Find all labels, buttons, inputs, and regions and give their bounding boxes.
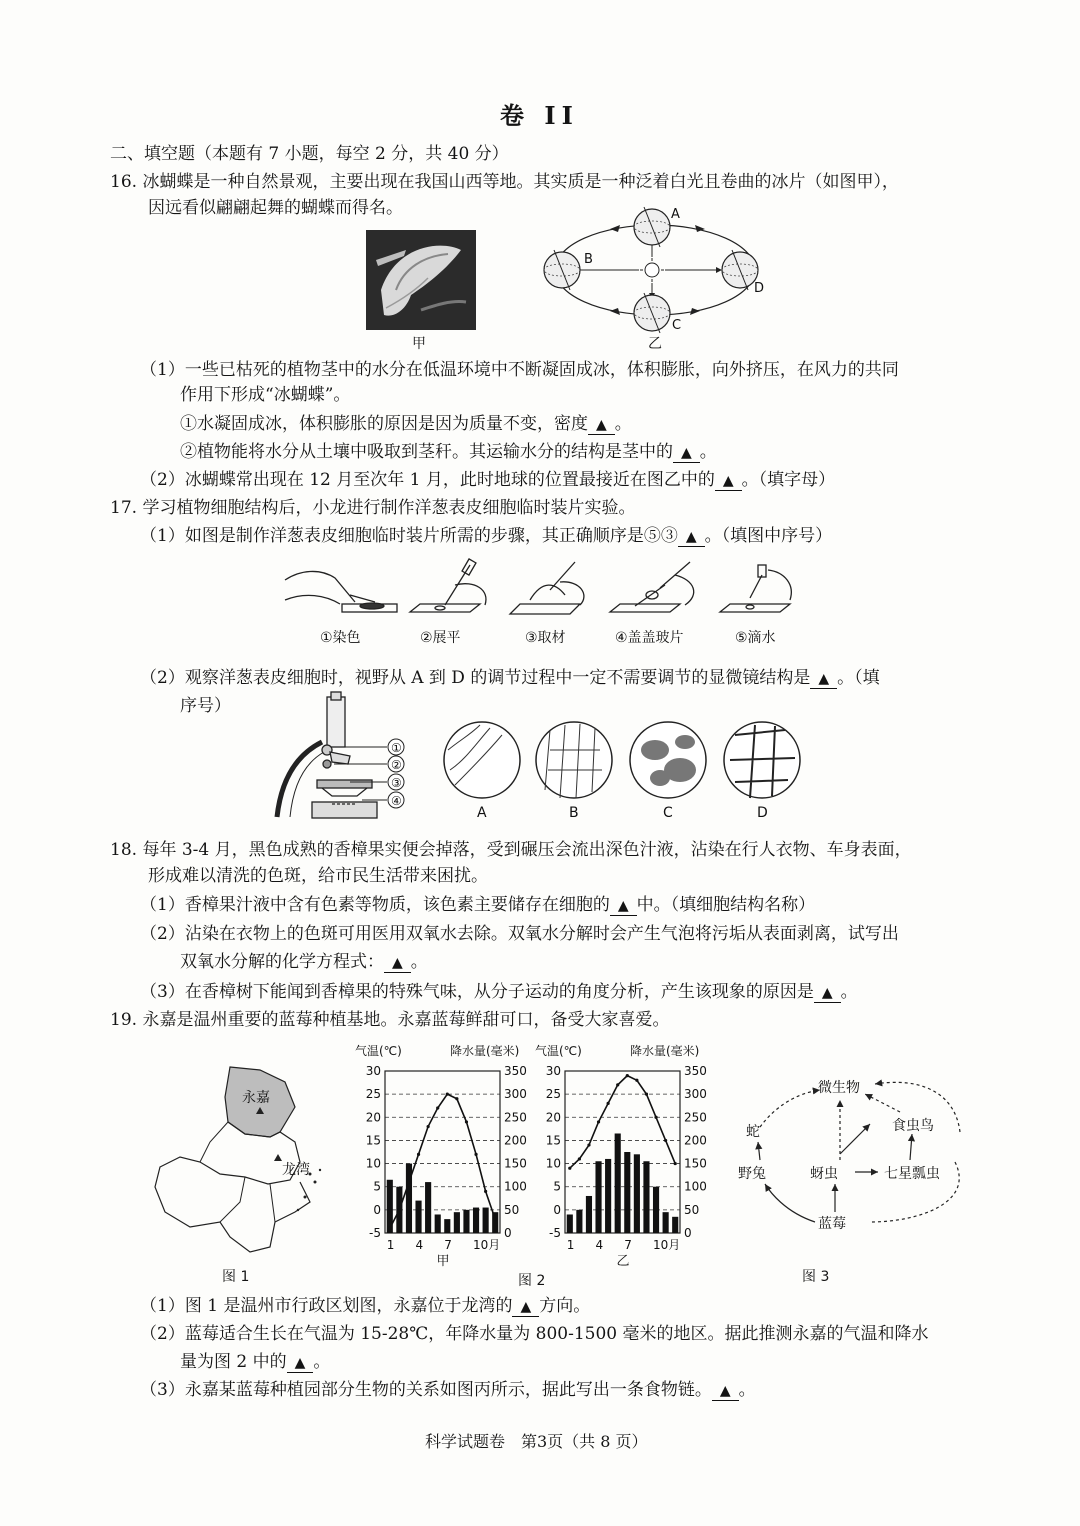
temperature-point	[484, 1190, 487, 1193]
temperature-point	[635, 1079, 638, 1082]
q19-p1-tail: 方向。	[539, 1296, 591, 1316]
answer-blank[interactable]: ▲	[673, 444, 700, 463]
answer-blank[interactable]: ▲	[810, 670, 837, 689]
temperature-point	[597, 1120, 600, 1123]
scope-label-4: ④	[391, 794, 402, 808]
chart-right-tick: 200	[684, 1133, 707, 1148]
q17-p2b: 序号）	[180, 696, 231, 716]
answer-blank[interactable]: ▲	[384, 954, 411, 973]
chart-ylabel-right: 降水量(毫米)	[450, 1044, 520, 1058]
q19-line1: 19. 永嘉是温州重要的蓝莓种植基地。永嘉蓝莓鲜甜可口，备受大家喜爱。	[110, 1010, 670, 1030]
temperature-point	[645, 1093, 648, 1096]
precip-bar	[415, 1201, 421, 1233]
step-label-1: ①染色	[320, 630, 361, 646]
chart-left-tick: 10	[545, 1156, 561, 1171]
temperature-line	[390, 1094, 495, 1228]
q16-line1: 16. 冰蝴蝶是一种自然景观，主要出现在我国山西等地。其实质是一种泛着白光且卷曲的冰片（如图甲），	[110, 172, 899, 192]
chart-right-tick: 150	[684, 1156, 707, 1171]
precip-bar	[586, 1196, 592, 1233]
chart-left-tick: 0	[553, 1202, 561, 1217]
web-node-rabbit: 野兔	[738, 1166, 766, 1182]
chart-right-tick: 350	[504, 1064, 527, 1078]
fig1-caption: 图 1	[222, 1269, 250, 1285]
q16-p1d	[180, 440, 717, 464]
chart-x-tick: 4	[415, 1238, 424, 1252]
q16-p1c-tail: 。	[614, 414, 632, 434]
q17-p1-tail: 。（填图中序号）	[704, 526, 833, 546]
temperature-point	[474, 1153, 477, 1156]
paper-title: 卷 II	[500, 101, 579, 130]
page-footer: 科学试题卷 第3页（共 8 页）	[425, 1432, 648, 1451]
q16-p1d-text: ②植物能将水分从土壤中吸取到茎秆。其运输水分的结构是茎中的	[180, 442, 673, 462]
precip-bar	[605, 1159, 611, 1233]
precip-bar	[567, 1214, 573, 1233]
answer-blank[interactable]: ▲	[712, 1382, 739, 1401]
ice-butterfly-photo	[366, 230, 476, 330]
q17-p2	[140, 666, 880, 690]
step-label-2: ②展平	[420, 630, 461, 646]
chart-left-tick: 5	[553, 1179, 561, 1194]
chart-x-tick: 7	[624, 1238, 632, 1252]
chart-x-tick: 10月	[473, 1238, 501, 1252]
q19-p3	[140, 1378, 756, 1402]
slide-steps-figure	[280, 560, 810, 650]
web-node-snake: 蛇	[746, 1124, 760, 1140]
q18-p2b-tail: 。	[410, 952, 428, 972]
q16-p2	[140, 468, 835, 492]
answer-blank[interactable]: ▲	[715, 472, 742, 491]
chart-x-tick: 4	[595, 1238, 604, 1252]
precip-bar	[643, 1161, 649, 1233]
temperature-point	[626, 1074, 629, 1077]
chart-x-tick: 10月	[653, 1238, 681, 1252]
q16-p1b: 作用下形成“冰蝴蝶”。	[180, 385, 351, 405]
q19-p1	[140, 1294, 590, 1318]
temperature-point	[446, 1093, 449, 1096]
chart-left-tick: 25	[365, 1087, 381, 1102]
q19-p1-text: （1）图 1 是温州市行政区划图，永嘉位于龙湾的	[140, 1296, 513, 1316]
chart-left-tick: 10	[365, 1156, 381, 1171]
temperature-point	[587, 1143, 590, 1146]
q16-p1c-text: ①水凝固成冰，体积膨胀的原因是因为质量不变，密度	[180, 414, 588, 434]
temperature-point	[455, 1097, 458, 1100]
precip-bar	[663, 1212, 669, 1233]
map-label-longwan: 龙湾	[282, 1162, 310, 1178]
answer-blank[interactable]: ▲	[610, 897, 637, 916]
view-label-d: D	[757, 805, 768, 821]
chart-left-tick: 15	[545, 1133, 561, 1148]
q18-p3-text: （3）在香樟树下能闻到香樟果的特殊气味，从分子运动的角度分析，产生该现象的原因是	[140, 982, 814, 1002]
q18-line1: 18. 每年 3-4 月，黑色成熟的香樟果实便会掉落，受到碾压会流出深色汁液，沾染在行人衣物、车身表面，	[110, 840, 912, 860]
chart-x-tick: 1	[566, 1238, 575, 1252]
temperature-line	[570, 1076, 675, 1169]
chart-title: 乙	[616, 1254, 630, 1269]
orbit-label-b: B	[584, 252, 593, 267]
temperature-point	[568, 1167, 571, 1170]
chart-right-tick: 250	[504, 1110, 527, 1125]
q16-p2-text: （2）冰蝴蝶常出现在 12 月至次年 1 月，此时地球的位置最接近在图乙中的	[140, 470, 715, 490]
precip-bar	[576, 1210, 582, 1233]
temperature-point	[654, 1116, 657, 1119]
q18-p3	[140, 980, 858, 1004]
chart-left-tick: 30	[545, 1064, 561, 1078]
temperature-point	[578, 1157, 581, 1160]
chart-left-tick: -5	[549, 1226, 561, 1240]
precip-bar	[425, 1182, 431, 1233]
chart-left-tick: 15	[365, 1133, 381, 1148]
orbit-label-c: C	[672, 318, 682, 333]
q16-p2-tail: 。（填字母）	[741, 470, 836, 490]
chart-x-tick: 1	[386, 1238, 395, 1252]
view-label-a: A	[477, 805, 487, 821]
microscope-views	[440, 720, 800, 820]
q17-p2-tail: 。（填	[837, 668, 880, 688]
wenzhou-map	[150, 1062, 330, 1262]
q17-p2-text: （2）观察洋葱表皮细胞时，视野从 A 到 D 的调节过程中一定不需要调节的显微镜结构是	[140, 668, 811, 688]
q17-p1-text: （1）如图是制作洋葱表皮细胞临时装片所需的步骤，其正确顺序是⑤③	[140, 526, 678, 546]
precip-bar	[463, 1210, 469, 1233]
web-node-ladybug: 七星瓢虫	[884, 1166, 940, 1182]
precip-bar	[615, 1133, 621, 1233]
chart-left-tick: 5	[373, 1179, 381, 1194]
precip-bar	[483, 1208, 489, 1233]
chart-left-tick: -5	[369, 1226, 381, 1240]
view-label-c: C	[663, 805, 673, 821]
web-node-microbe: 微生物	[818, 1080, 860, 1096]
chart-left-tick: 30	[365, 1064, 381, 1078]
scope-label-1: ①	[391, 741, 402, 755]
q19-p2a: （2）蓝莓适合生长在气温为 15-28℃，年降水量为 800-1500 毫米的地区。据此推测永嘉的气温和降水	[140, 1324, 929, 1344]
chart-left-tick: 0	[373, 1202, 381, 1217]
q19-p3-tail: 。	[738, 1380, 756, 1400]
chart-left-tick: 20	[365, 1110, 381, 1125]
chart-frame	[565, 1071, 680, 1233]
temperature-point	[436, 1106, 439, 1109]
orbit-label-d: D	[754, 281, 765, 296]
q16-p1d-tail: 。	[699, 442, 717, 462]
q18-line2: 形成难以清洗的色斑，给市民生活带来困扰。	[148, 866, 488, 886]
q16-p1a: （1）一些已枯死的植物茎中的水分在低温环境中不断凝固成冰，体积膨胀，向外挤压，在风力的共同	[140, 360, 899, 380]
temperature-point	[616, 1083, 619, 1086]
fig-yi-caption: 乙	[648, 336, 662, 352]
answer-blank[interactable]: ▲	[512, 1298, 539, 1317]
chart-right-tick: 50	[684, 1202, 700, 1217]
q16-p1c	[180, 412, 632, 436]
q16-line2: 因远看似翩翩起舞的蝴蝶而得名。	[148, 198, 403, 218]
temperature-point	[465, 1120, 468, 1123]
temperature-point	[607, 1102, 610, 1105]
precip-bar	[653, 1187, 659, 1233]
chart-ylabel-left: 气温(℃)	[355, 1044, 402, 1058]
temperature-point	[664, 1139, 667, 1142]
chart-left-tick: 25	[545, 1087, 561, 1102]
fig-jia-caption: 甲	[412, 336, 426, 352]
temperature-point	[407, 1180, 410, 1183]
precip-bar	[435, 1214, 441, 1233]
chart-right-tick: 200	[504, 1133, 527, 1148]
chart-right-tick: 0	[504, 1226, 512, 1240]
precip-bar	[624, 1152, 630, 1233]
q18-p1-tail: 中。（填细胞结构名称）	[636, 895, 816, 915]
q19-p2b-tail: 。	[313, 1352, 331, 1372]
food-web-figure	[730, 1072, 980, 1242]
chart-right-tick: 350	[684, 1064, 707, 1078]
chart-ylabel-right: 降水量(毫米)	[630, 1044, 700, 1058]
chart-right-tick: 300	[504, 1087, 527, 1102]
temperature-point	[427, 1125, 430, 1128]
temperature-point	[388, 1227, 391, 1230]
web-node-blueberry: 蓝莓	[818, 1216, 846, 1232]
map-label-yongjia: 永嘉	[242, 1090, 270, 1106]
microscope-figure	[272, 692, 412, 822]
chart-right-tick: 0	[684, 1226, 692, 1240]
precip-bar	[473, 1208, 479, 1233]
web-node-aphid: 蚜虫	[810, 1166, 838, 1182]
chart-ylabel-left: 气温(℃)	[535, 1044, 582, 1058]
precip-bar	[634, 1154, 640, 1233]
chart-left-tick: 20	[545, 1110, 561, 1125]
answer-blank[interactable]: ▲	[678, 528, 705, 547]
chart-right-tick: 250	[684, 1110, 707, 1125]
earth-orbit-diagram	[540, 205, 780, 335]
scope-label-2: ②	[391, 758, 402, 772]
scope-label-3: ③	[391, 776, 402, 790]
step-label-5: ⑤滴水	[735, 630, 776, 646]
temperature-point	[494, 1218, 497, 1221]
view-label-b: B	[569, 805, 579, 821]
precip-bar	[672, 1217, 678, 1233]
step-label-4: ④盖盖玻片	[615, 630, 684, 646]
q19-p2b-text: 量为图 2 中的	[180, 1352, 287, 1372]
web-node-bird: 食虫鸟	[892, 1118, 934, 1134]
q18-p2b	[180, 950, 428, 974]
precip-bar	[444, 1219, 450, 1233]
section-heading: 二、填空题（本题有 7 小题，每空 2 分，共 40 分）	[110, 144, 509, 164]
precip-bar	[454, 1212, 460, 1233]
q18-p3-tail: 。	[840, 982, 858, 1002]
q19-p3-text: （3）永嘉某蓝莓种植园部分生物的关系如图丙所示，据此写出一条食物链。	[140, 1380, 712, 1400]
q18-p1	[140, 893, 815, 917]
chart-title: 甲	[436, 1254, 450, 1269]
chart-x-tick: 7	[444, 1238, 452, 1252]
chart-right-tick: 50	[504, 1202, 520, 1217]
climate-chart-yi	[535, 1043, 710, 1268]
q18-p1-text: （1）香樟果汁液中含有色素等物质，该色素主要储存在细胞的	[140, 895, 610, 915]
answer-blank[interactable]: ▲	[814, 984, 841, 1003]
chart-right-tick: 300	[684, 1087, 707, 1102]
precip-bar	[595, 1161, 601, 1233]
temperature-point	[674, 1162, 677, 1165]
chart-right-tick: 100	[504, 1179, 527, 1194]
chart-right-tick: 100	[684, 1179, 707, 1194]
answer-blank[interactable]: ▲	[287, 1354, 314, 1373]
temperature-point	[417, 1153, 420, 1156]
orbit-label-a: A	[671, 207, 680, 222]
q17-p1	[140, 524, 832, 548]
answer-blank[interactable]: ▲	[588, 416, 615, 435]
fig2-caption: 图 2	[518, 1273, 546, 1289]
q19-p2b	[180, 1350, 330, 1374]
temperature-point	[398, 1208, 401, 1211]
step-label-3: ③取材	[525, 630, 566, 646]
fig3-caption: 图 3	[802, 1269, 830, 1285]
q18-p2b-text: 双氧水分解的化学方程式：	[180, 952, 384, 972]
climate-chart-jia	[355, 1043, 530, 1268]
q18-p2a: （2）沾染在衣物上的色斑可用医用双氧水去除。双氧水分解时会产生气泡将污垢从表面剥离，试写出	[140, 924, 899, 944]
q17-line1: 17. 学习植物细胞结构后，小龙进行制作洋葱表皮细胞临时装片实验。	[110, 498, 636, 518]
chart-right-tick: 150	[504, 1156, 527, 1171]
